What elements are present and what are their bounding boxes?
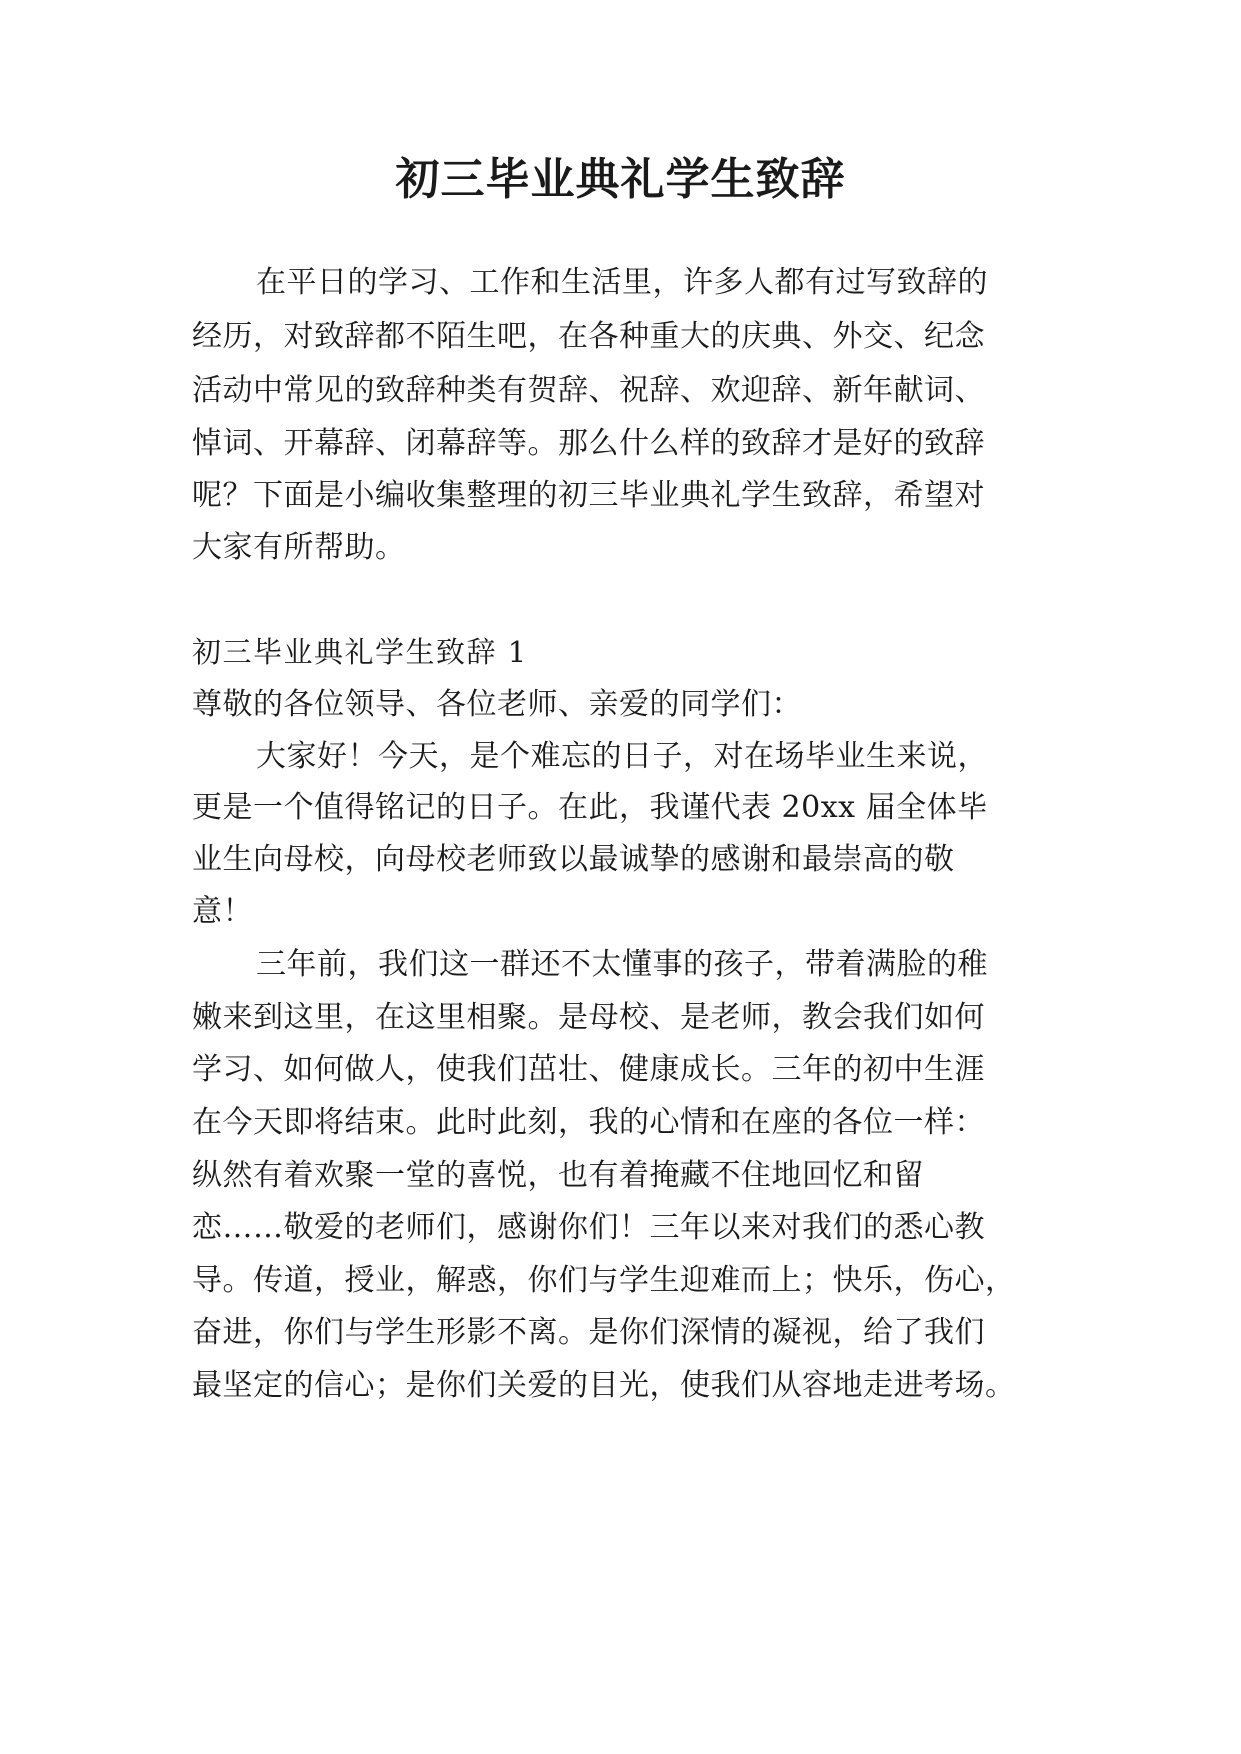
paragraph-line: 在今天即将结束。此时此刻，我的心情和在座的各位一样： (192, 1105, 985, 1140)
intro-line: 活动中常见的致辞种类有贺辞、祝辞、欢迎辞、新年献词、 (192, 373, 985, 408)
paragraph-line: 最坚定的信心；是你们关爱的目光，使我们从容地走进考场。 (192, 1368, 1016, 1403)
document-title: 初三毕业典礼学生致辞 (395, 154, 846, 205)
intro-line: 呢？下面是小编收集整理的初三毕业典礼学生致辞，希望对 (192, 478, 985, 513)
paragraph-line: 导。传道，授业，解惑，你们与学生迎难而上；快乐，伤心， (192, 1263, 1016, 1298)
intro-line: 经历，对致辞都不陌生吧，在各种重大的庆典、外交、纪念 (192, 319, 985, 354)
paragraph-line: 业生向母校，向母校老师致以最诚挚的感谢和最崇高的敬 (192, 842, 955, 877)
paragraph-line: 更是一个值得铭记的日子。在此，我谨代表 20xx 届全体毕 (192, 790, 988, 825)
intro-line: 在平日的学习、工作和生活里，许多人都有过写致辞的 (256, 265, 988, 300)
paragraph-line: 纵然有着欢聚一堂的喜悦，也有着掩藏不住地回忆和留 (192, 1158, 924, 1193)
paragraph-line: 大家好！今天，是个难忘的日子，对在场毕业生来说， (256, 739, 988, 774)
paragraph-line: 学习、如何做人，使我们茁壮、健康成长。三年的初中生涯 (192, 1052, 985, 1087)
paragraph-line: 意！ (192, 894, 253, 929)
paragraph-line: 三年前，我们这一群还不太懂事的孩子，带着满脸的稚 (256, 947, 988, 982)
intro-line: 悼词、开幕辞、闭幕辞等。那么什么样的致辞才是好的致辞 (192, 426, 985, 461)
paragraph-line: 恋……敬爱的老师们，感谢你们！三年以来对我们的悉心教 (192, 1210, 985, 1245)
paragraph-line: 嫩来到这里，在这里相聚。是母校、是老师，教会我们如何 (192, 1000, 985, 1035)
salutation: 尊敬的各位领导、各位老师、亲爱的同学们： (192, 687, 802, 722)
intro-line: 大家有所帮助。 (192, 530, 406, 565)
section-heading: 初三毕业典礼学生致辞 1 (192, 635, 528, 669)
paragraph-line: 奋进，你们与学生形影不离。是你们深情的凝视，给了我们 (192, 1315, 985, 1350)
